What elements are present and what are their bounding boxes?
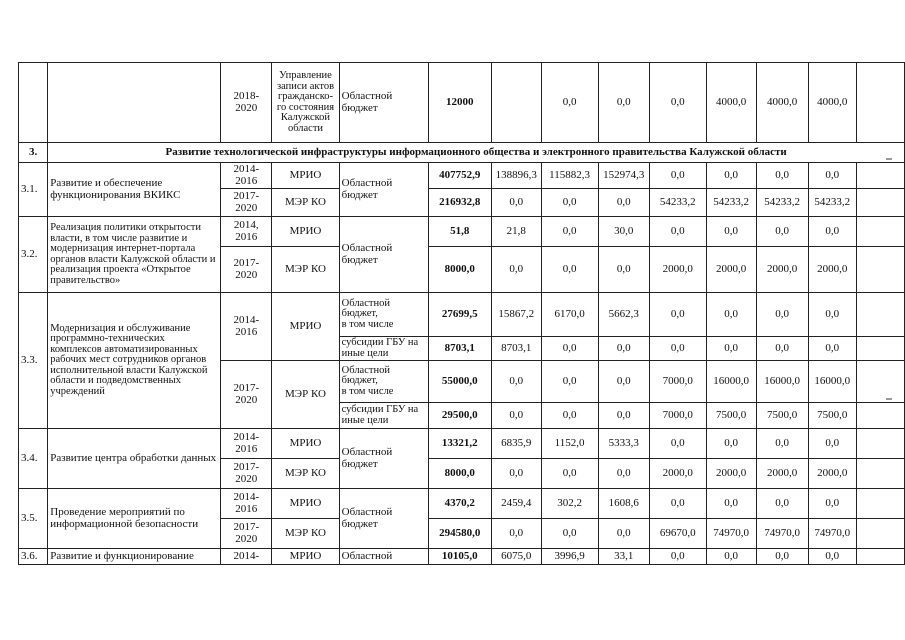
value-cell: 0,0 [706,217,756,247]
value-cell: 0,0 [756,217,808,247]
value-cell: 0,0 [541,247,598,293]
years-cell: 2014- 2016 [221,163,272,189]
value-cell: 0,0 [541,189,598,217]
item-name: Проведение мероприятий по информационной безопасности [48,489,221,549]
executor-cell: МРИО [272,163,339,189]
item-name: Развитие и обеспечение функционирования ВКИКС [48,163,221,217]
value-cell: 1608,6 [598,489,650,519]
value-cell: 7000,0 [650,361,707,403]
value-cell: 16000,0 [706,361,756,403]
value-cell: 0,0 [706,163,756,189]
value-cell: 0,0 [541,361,598,403]
value-cell: 0,0 [706,429,756,459]
years-cell: 2014- 2016 [221,429,272,459]
years-cell: 2017- 2020 [221,519,272,549]
value-cell: 0,0 [650,549,707,565]
total-cell: 51,8 [428,217,491,247]
value-cell: 3996,9 [541,549,598,565]
value-cell: 74970,0 [756,519,808,549]
executor-cell: МЭР КО [272,247,339,293]
item-number: 3.3. [19,293,48,429]
item-number: 3.1. [19,163,48,217]
value-cell: 0,0 [756,337,808,361]
value-cell: 0,0 [650,429,707,459]
source-cell: Областной бюджет [339,429,428,489]
item-number: 3.5. [19,489,48,549]
section-row [19,143,905,163]
value-cell: 0,0 [541,519,598,549]
total-cell: 55000,0 [428,361,491,403]
value-cell: 2000,0 [808,247,856,293]
years-cell: 2014- 2016 [221,489,272,519]
value-cell: 0,0 [706,549,756,565]
executor-cell: МРИО [272,549,339,565]
value-cell: 0,0 [598,361,650,403]
executor-cell: МРИО [272,429,339,459]
executor-cell: МЭР КО [272,519,339,549]
executor-cell: МРИО [272,293,339,361]
value-cell: 4000,0 [706,63,756,143]
value-cell: 6835,9 [491,429,541,459]
value-cell: 69670,0 [650,519,707,549]
value-cell: 4000,0 [756,63,808,143]
total-cell: 13321,2 [428,429,491,459]
value-cell: 0,0 [706,293,756,337]
value-cell: 0,0 [598,247,650,293]
value-cell: 2000,0 [756,247,808,293]
executor-cell: МРИО [272,217,339,247]
value-cell: 0,0 [598,403,650,429]
value-cell: 0,0 [756,429,808,459]
value-cell: 0,0 [541,337,598,361]
value-cell: 0,0 [808,217,856,247]
value-cell: 74970,0 [808,519,856,549]
years-cell: 2017- 2020 [221,189,272,217]
scan-mark [886,398,892,400]
source-cell: Областной [339,549,428,565]
value-cell: 0,0 [598,63,650,143]
value-cell: 0,0 [541,459,598,489]
years-cell: 2017- 2020 [221,361,272,429]
section-number: 3. [19,143,48,163]
source-cell: Областной бюджет [339,217,428,293]
value-cell: 302,2 [541,489,598,519]
table-row [19,429,905,459]
value-cell: 0,0 [808,549,856,565]
value-cell: 54233,2 [808,189,856,217]
value-cell: 0,0 [650,217,707,247]
table-row [19,217,905,247]
value-cell: 2000,0 [650,459,707,489]
value-cell: 33,1 [598,549,650,565]
value-cell: 0,0 [808,429,856,459]
value-cell: 0,0 [598,337,650,361]
value-cell: 0,0 [808,163,856,189]
years-cell: 2014- 2016 [221,293,272,361]
value-cell: 16000,0 [756,361,808,403]
value-cell: 0,0 [598,189,650,217]
item-number: 3.6. [19,549,48,565]
value-cell: 0,0 [808,337,856,361]
item-number: 3.4. [19,429,48,489]
years-cell: 2014- [221,549,272,565]
value-cell: 0,0 [650,293,707,337]
source-cell: субсидии ГБУ на иные цели [339,403,428,429]
table-row [19,549,905,565]
value-cell: 0,0 [491,189,541,217]
section-title: Развитие технологической инфраструктуры информационного общества и электронного правительства Калужской области [48,143,905,163]
value-cell: 138896,3 [491,163,541,189]
total-cell: 27699,5 [428,293,491,337]
value-cell: 0,0 [756,489,808,519]
value-cell: 15867,2 [491,293,541,337]
value-cell: 0,0 [541,63,598,143]
item-name: Модернизация и обслуживание программно-технических комплексов автоматизированных рабочих мест сотрудников органов исполнительной власти Калужской области и подведомственных учреждений [48,293,221,429]
value-cell: 7500,0 [756,403,808,429]
value-cell: 0,0 [756,293,808,337]
value-cell [491,63,541,143]
total-cell: 8000,0 [428,459,491,489]
value-cell: 0,0 [808,293,856,337]
source-cell: Областной бюджет, в том числе [339,361,428,403]
value-cell: 0,0 [706,489,756,519]
value-cell: 152974,3 [598,163,650,189]
value-cell: 2000,0 [756,459,808,489]
value-cell: 0,0 [756,163,808,189]
item-number: 3.2. [19,217,48,293]
value-cell: 0,0 [598,459,650,489]
value-cell: 6075,0 [491,549,541,565]
value-cell: 0,0 [598,519,650,549]
source-cell: Областной бюджет, в том числе [339,293,428,337]
value-cell: 0,0 [650,63,707,143]
value-cell: 6170,0 [541,293,598,337]
executor-cell: МЭР КО [272,459,339,489]
value-cell: 0,0 [491,519,541,549]
years-cell: 2018- 2020 [221,63,272,143]
item-name: Развитие и функционирование [48,549,221,565]
executor-cell: МРИО [272,489,339,519]
value-cell: 54233,2 [650,189,707,217]
source-cell: Областной бюджет [339,63,428,143]
value-cell: 21,8 [491,217,541,247]
value-cell: 7500,0 [808,403,856,429]
total-cell: 29500,0 [428,403,491,429]
value-cell: 0,0 [756,549,808,565]
item-name: Развитие центра обработки данных [48,429,221,489]
value-cell: 2459,4 [491,489,541,519]
table-row [19,63,905,143]
value-cell: 0,0 [808,489,856,519]
value-cell: 0,0 [650,337,707,361]
years-cell: 2017- 2020 [221,459,272,489]
executor-cell: МЭР КО [272,361,339,429]
value-cell: 0,0 [491,361,541,403]
value-cell: 0,0 [706,337,756,361]
source-cell: субсидии ГБУ на иные цели [339,337,428,361]
scan-mark [886,158,892,160]
total-cell: 8000,0 [428,247,491,293]
total-cell: 8703,1 [428,337,491,361]
value-cell: 5333,3 [598,429,650,459]
value-cell: 5662,3 [598,293,650,337]
value-cell: 0,0 [650,163,707,189]
value-cell: 2000,0 [706,459,756,489]
value-cell: 0,0 [491,403,541,429]
value-cell: 0,0 [650,489,707,519]
value-cell: 0,0 [541,403,598,429]
total-cell: 10105,0 [428,549,491,565]
value-cell: 0,0 [541,217,598,247]
value-cell: 115882,3 [541,163,598,189]
source-cell: Областной бюджет [339,489,428,549]
table-row [19,293,905,337]
value-cell: 2000,0 [650,247,707,293]
value-cell: 54233,2 [706,189,756,217]
total-cell: 4370,2 [428,489,491,519]
value-cell: 0,0 [491,247,541,293]
years-cell: 2014, 2016 [221,217,272,247]
value-cell: 54233,2 [756,189,808,217]
value-cell: 16000,0 [808,361,856,403]
value-cell: 7500,0 [706,403,756,429]
value-cell: 74970,0 [706,519,756,549]
value-cell: 1152,0 [541,429,598,459]
table-row [19,163,905,189]
item-name: Реализация политики открытости власти, в том числе развитие и модернизация интернет-портала органов власти Калужской области и реализация проекта «Открытое правительство» [48,217,221,293]
value-cell: 0,0 [491,459,541,489]
budget-table [18,62,905,565]
years-cell: 2017- 2020 [221,247,272,293]
total-cell: 12000 [428,63,491,143]
source-cell: Областной бюджет [339,163,428,217]
executor-cell: Управление записи актов гражданско-го состояния Калужской области [272,63,339,143]
value-cell: 7000,0 [650,403,707,429]
executor-cell: МЭР КО [272,189,339,217]
total-cell: 216932,8 [428,189,491,217]
total-cell: 407752,9 [428,163,491,189]
value-cell: 8703,1 [491,337,541,361]
value-cell: 4000,0 [808,63,856,143]
total-cell: 294580,0 [428,519,491,549]
value-cell: 2000,0 [808,459,856,489]
value-cell: 30,0 [598,217,650,247]
value-cell: 2000,0 [706,247,756,293]
table-row [19,489,905,519]
